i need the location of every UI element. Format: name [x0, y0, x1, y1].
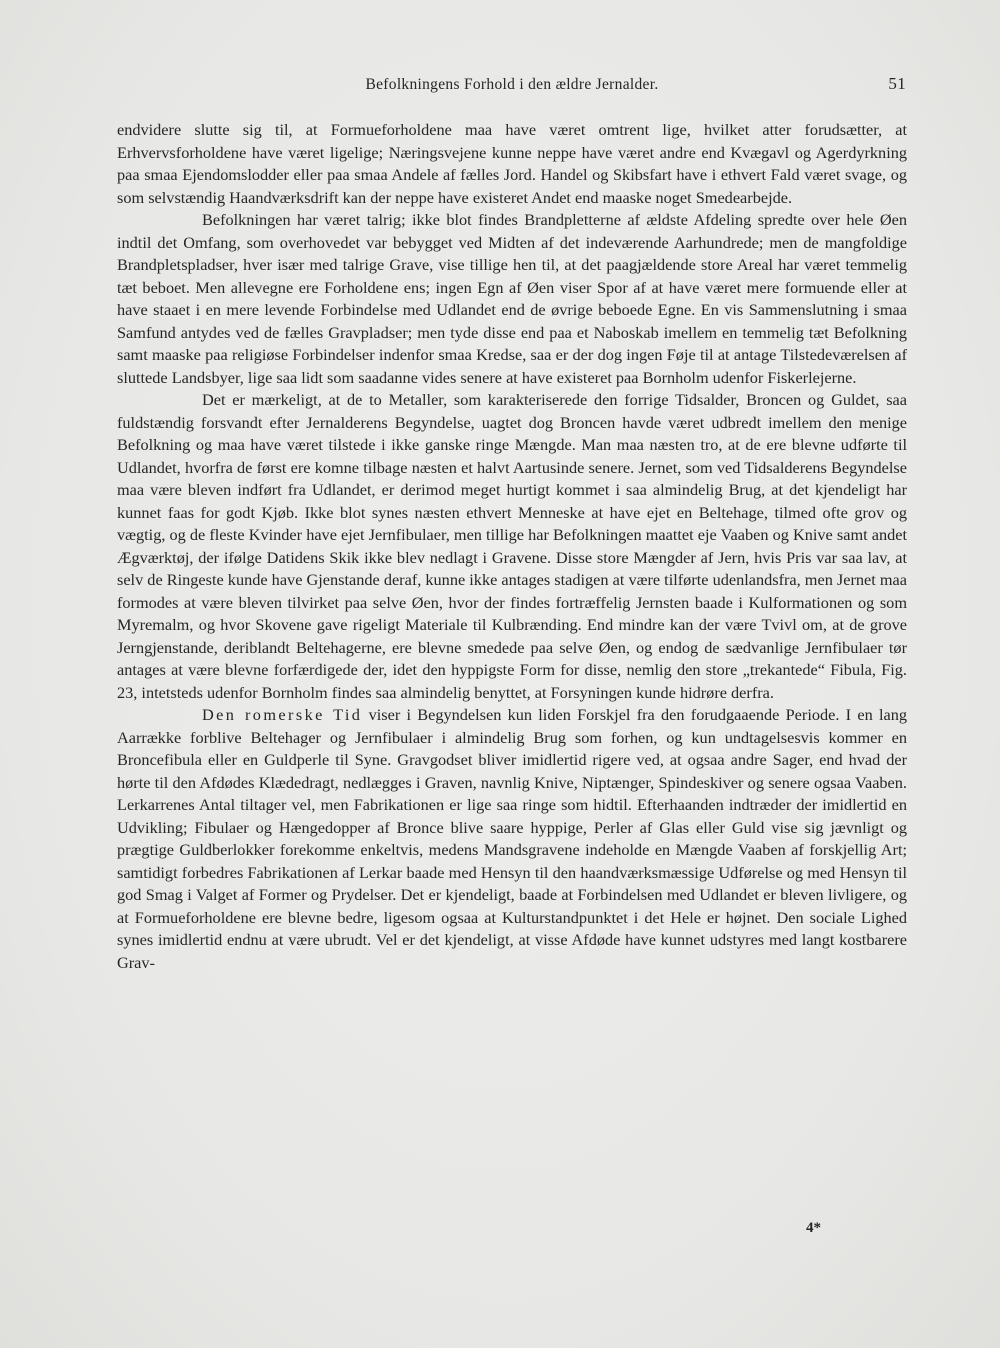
- running-title: Befolkningens Forhold i den ældre Jernalder.: [365, 76, 659, 93]
- paragraph: endvidere slutte sig til, at Formueforholdene maa have været omtrent lige, hvilket atter forudsætter, at Erhvervsforholdene have været ligelige; Næringsvejene kunne neppe have været andre end Kvægavl og Agerdyrkning paa smaa Ejendomslodder eller paa smaa Andele af fælles Jord. Handel og Skibsfart have i ethvert Fald været svage, og som selvstændig Haandværksdrift kan der neppe have existeret Andet end maaske noget Smedearbejde.: [117, 120, 907, 207]
- paragraph-text: viser i Begyndelsen kun liden Forskjel fra den forudgaaende Periode. I en lang Aarrække forblive Beltehager og Jernfibulaer i almindelig Brug som forhen, og kun undtagelsesvis kommer en Broncefibula eller en Guldperle til Syne. Gravgodset bliver imidlertid rigere ved, at ogsaa andre Sager, end hvad der hørte til den Afdødes Klædedragt, nedlægges i Graven, navnlig Knive, Niptænger, Spindeskiver og senere ogsaa Vaaben. Lerkarrenes Antal tiltager vel, men Fabrikationen er lige saa ringe som hidtil. Efterhaanden indtræder der imidlertid en Udvikling; Fibulaer og Hængedopper af Bronce blive saare hyppige, Perler af Glas eller Guld vise sig jævnligt og prægtige Guldberlokker forekomme enkeltvis, medens Mandsgravene indeholde en Mængde Vaaben af forskjellig Art; samtidigt forbedres Fabrikationen af Lerkar baade med Hensyn til den haandværksmæssige Udførelse og med Hensyn til god Smag i Valget af Former og Prydelser. Det er kjendeligt, baade at Forbindelsen med Udlandet er bleven livligere, og at Formueforholdene ere blevne bedre, ligesom ogsaa at Kulturstandpunktet i det Hele er højnet. Den sociale Lighed synes imidlertid endnu at være ubrudt. Vel er det kjendeligt, at visse Afdøde have kunnet udstyres med langt kostbarere Grav-: [117, 705, 907, 972]
- paragraph: Det er mærkeligt, at de to Metaller, som karakteriserede den forrige Tidsalder, Broncen og Guldet, saa fuldstændig forsvandt efter Jernalderens Begyndelse, uagtet dog Broncen havde været udbredt imellem den menige Befolkning og maa have været tilstede i ikke ganske ringe Mængde. Man maa næsten tro, at de ere blevne udførte til Udlandet, hvorfra de først ere komne tilbage næsten et halvt Aartusinde senere. Jernet, som ved Tidsalderens Begyndelse maa være bleven indført fra Udlandet, er derimod meget hurtigt kommet i saa almindelig Brug, at det kjendeligt har kunnet faas for godt Kjøb. Ikke blot synes næsten ethvert Menneske at have ejet en Beltehage, tilmed ofte grov og vægtig, og de fleste Kvinder have ejet Jernfibulaer, men tillige har Befolkningen maattet eje Vaaben og Knive samt andet Ægværktøj, der ifølge Datidens Skik ikke blev nedlagt i Gravene. Disse store Mængder af Jern, hvis Pris var saa lav, at selv de Ringeste kunde have Gjenstande deraf, kunne ikke antages stadigen at være tilførte udenlandsfra, men Jernet maa formodes at være bleven tilvirket paa selve Øen, hvor der findes fortræffelig Jernsten baade i Kulformationen og som Myremalm, og hvor Skovene gave rigeligt Materiale til Kulbrænding. End mindre kan der være Tvivl om, at de grove Jerngjenstande, deriblandt Beltehagerne, ere blevne smedede paa selve Øen, og endog de sædvanlige Jernfibulaer tør antages at være blevne forfærdigede der, idet den hyppigste Form for disse, nemlig den store „trekantede“ Fibula, Fig. 23, intetsteds udenfor Bornholm findes saa almindelig benyttet, at Forsyningen kunde hidrøre derfra.: [117, 390, 907, 702]
- page-header: [118, 74, 906, 100]
- paragraph: Befolkningen har været talrig; ikke blot findes Brandpletterne af ældste Afdeling spredte over hele Øen indtil det Omfang, som overhovedet var bebygget ved Midten af det indeværende Aarhundrede; men de mangfoldige Brandpletspladser, hver især med talrige Grave, vise tillige hen til, at det paagjældende store Areal har været temmelig tæt beboet. Men allevegne ere Forholdene ens; ingen Egn af Øen viser Spor af at have været mere formuende eller at have staaet i en mere levende Forbindelse med Udlandet end de øvrige beboede Egne. En vis Sammenslutning i smaa Samfund antydes ved de fælles Gravpladser; men tyde disse end paa et Naboskab imellem en temmelig tæt Befolkning samt maaske paa religiøse Forbindelser indenfor smaa Kredse, saa er der dog ingen Føje til at antage Tilstedeværelsen af sluttede Landsbyer, lige saa lidt som saadanne vides senere at have existeret paa Bornholm udenfor Fiskerlejerne.: [117, 210, 907, 387]
- paragraph: [117, 704, 907, 974]
- body-text: [117, 119, 907, 974]
- section-lead: Den romerske Tid: [202, 705, 363, 724]
- signature-mark: 4*: [806, 1220, 821, 1236]
- page-number: 51: [888, 74, 906, 93]
